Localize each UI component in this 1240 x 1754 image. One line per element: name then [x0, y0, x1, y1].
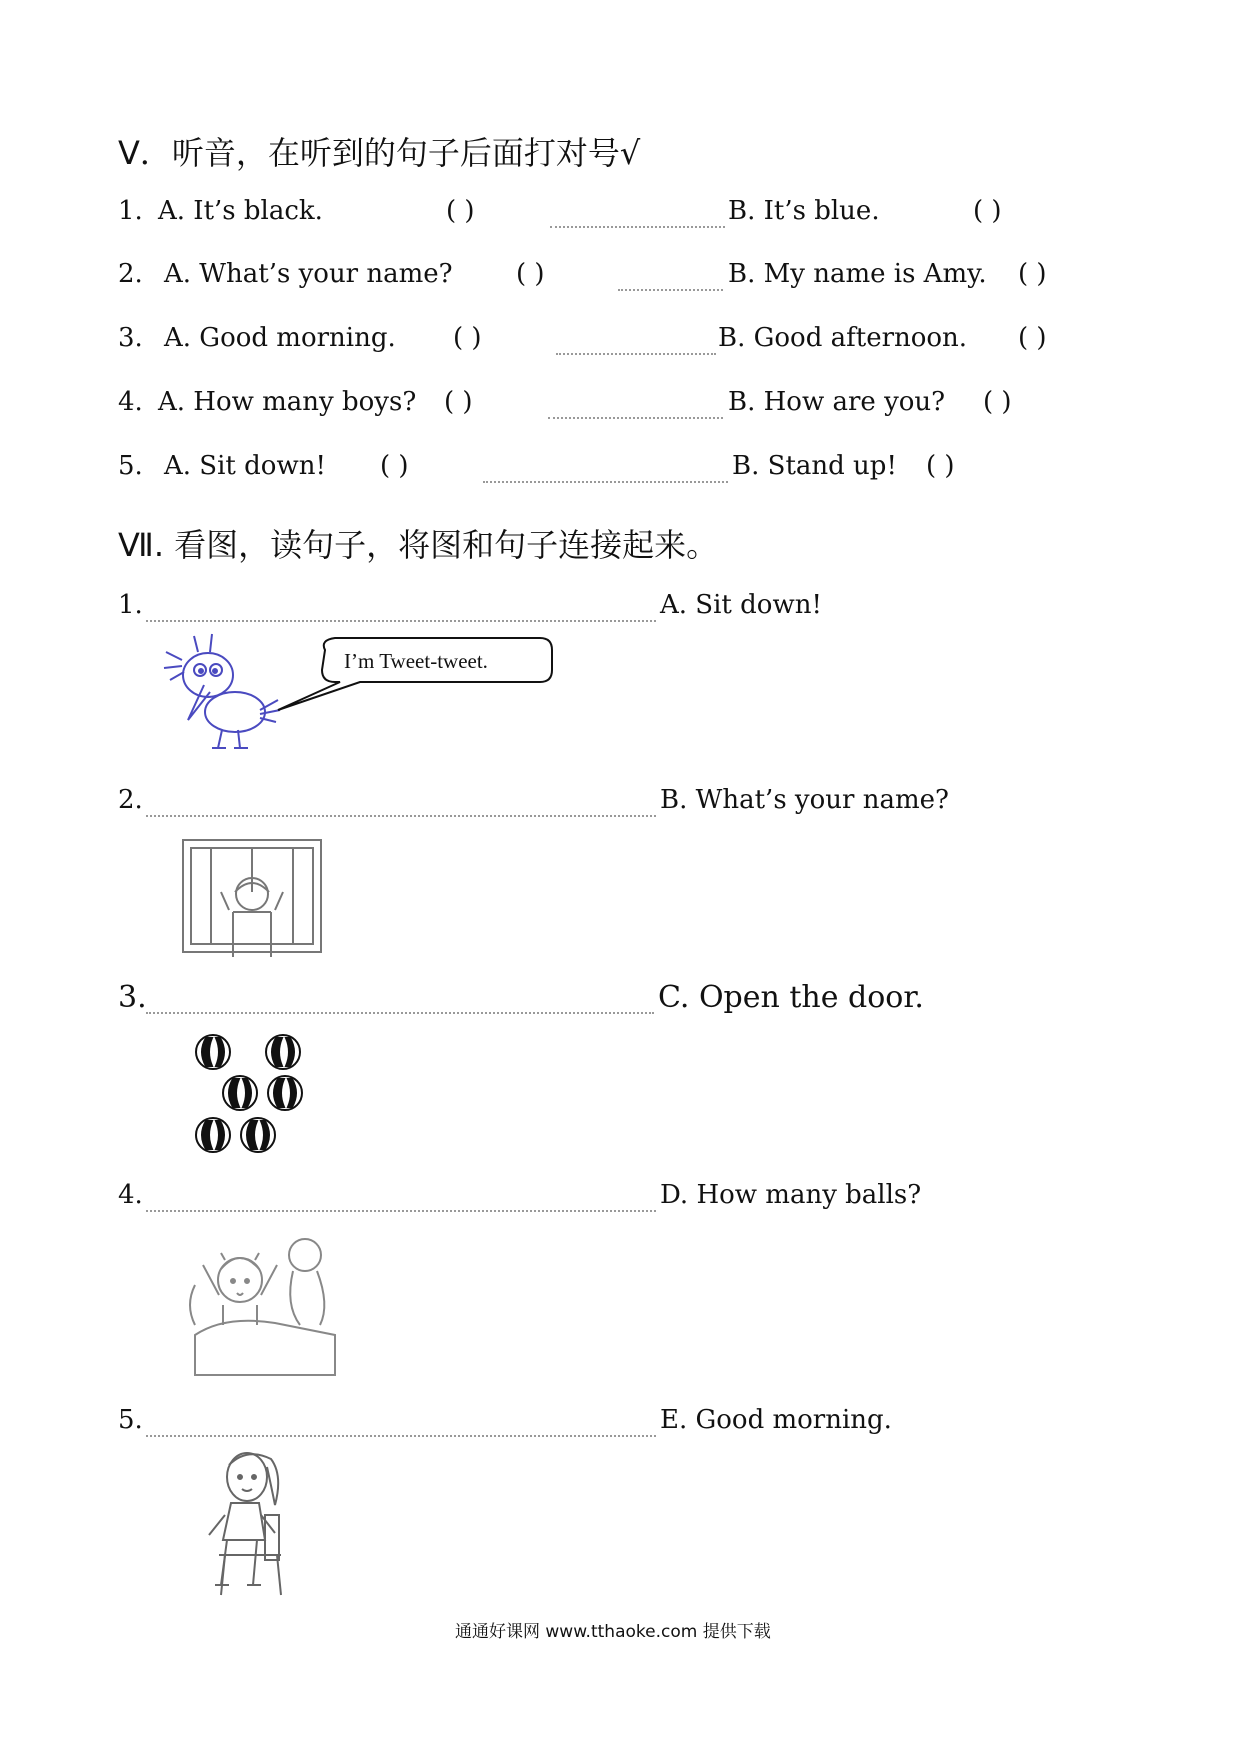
option-a: A. Sit down!	[164, 451, 326, 481]
paren-b[interactable]: ( )	[1018, 323, 1047, 353]
option-a: A. What’s your name?	[164, 259, 453, 289]
option-b: B. How are you?	[728, 387, 946, 417]
option-a: A. Good morning.	[164, 323, 396, 353]
match-item-1	[118, 590, 1018, 630]
dotted-leader	[146, 1435, 656, 1437]
paren-a[interactable]: ( )	[444, 387, 473, 417]
item-number: 5.	[118, 1405, 143, 1435]
section-5-title: V．听音，在听到的句子后面打对号√	[118, 134, 641, 172]
footer-text: 通通好课网 www.tthaoke.com 提供下载	[455, 1622, 771, 1642]
item-number: 3.	[118, 980, 147, 1015]
ball-icon	[268, 1076, 302, 1110]
item-number: 3.	[118, 323, 143, 353]
item-number: 2.	[118, 259, 143, 289]
paren-b[interactable]: ( )	[926, 451, 955, 481]
dotted-leader	[146, 1012, 654, 1014]
dotted-leader	[146, 1210, 656, 1212]
dotted-leader	[146, 815, 656, 817]
option-b: B. Good afternoon.	[718, 323, 968, 353]
dotted-leader	[146, 620, 656, 622]
paren-a[interactable]: ( )	[446, 196, 475, 226]
option-a: A. It’s black.	[158, 196, 323, 226]
listening-item-5	[118, 451, 1138, 491]
ball-icon	[241, 1118, 275, 1152]
item-number: 1.	[118, 196, 143, 226]
listening-item-3	[118, 323, 1138, 363]
listening-item-2	[118, 259, 1138, 299]
paren-b[interactable]: ( )	[983, 387, 1012, 417]
match-item-5	[118, 1405, 1018, 1445]
option-b: B. It’s blue.	[728, 196, 880, 226]
paren-a[interactable]: ( )	[380, 451, 409, 481]
dotted-leader	[548, 417, 723, 419]
bubble-text: I’m Tweet-tweet.	[344, 649, 488, 673]
dotted-leader	[556, 353, 716, 355]
ball-icon	[196, 1118, 230, 1152]
paren-b[interactable]: ( )	[973, 196, 1002, 226]
match-sentence[interactable]: C. Open the door.	[658, 980, 924, 1015]
match-sentence[interactable]: E. Good morning.	[660, 1405, 892, 1435]
option-b: B. My name is Amy.	[728, 259, 987, 289]
item-number: 4.	[118, 387, 143, 417]
match-sentence[interactable]: B. What’s your name?	[660, 785, 949, 815]
match-item-3	[118, 980, 1018, 1020]
option-b: B. Stand up!	[732, 451, 897, 481]
morning-picture[interactable]	[185, 1225, 345, 1385]
girl-sitting-picture[interactable]	[195, 1445, 325, 1600]
bird-picture[interactable]	[160, 630, 560, 760]
match-item-2	[118, 785, 1018, 825]
item-number: 5.	[118, 451, 143, 481]
option-a: A. How many boys?	[158, 387, 417, 417]
ball-icon	[266, 1035, 300, 1069]
item-number: 2.	[118, 785, 143, 815]
dotted-leader	[483, 481, 728, 483]
listening-item-4	[118, 387, 1138, 427]
match-sentence[interactable]: D. How many balls?	[660, 1180, 922, 1210]
item-number: 1.	[118, 590, 143, 620]
paren-a[interactable]: ( )	[516, 259, 545, 289]
match-item-4	[118, 1180, 1018, 1220]
match-sentence[interactable]: A. Sit down!	[660, 590, 822, 620]
paren-b[interactable]: ( )	[1018, 259, 1047, 289]
window-picture[interactable]	[175, 832, 330, 962]
balls-picture[interactable]	[190, 1030, 320, 1160]
listening-item-1	[118, 196, 1138, 236]
paren-a[interactable]: ( )	[453, 323, 482, 353]
ball-icon	[196, 1035, 230, 1069]
dotted-leader	[618, 289, 723, 291]
ball-icon	[223, 1076, 257, 1110]
dotted-leader	[550, 226, 725, 228]
section-7-title: Ⅶ. 看图，读句子，将图和句子连接起来。	[118, 526, 719, 564]
item-number: 4.	[118, 1180, 143, 1210]
